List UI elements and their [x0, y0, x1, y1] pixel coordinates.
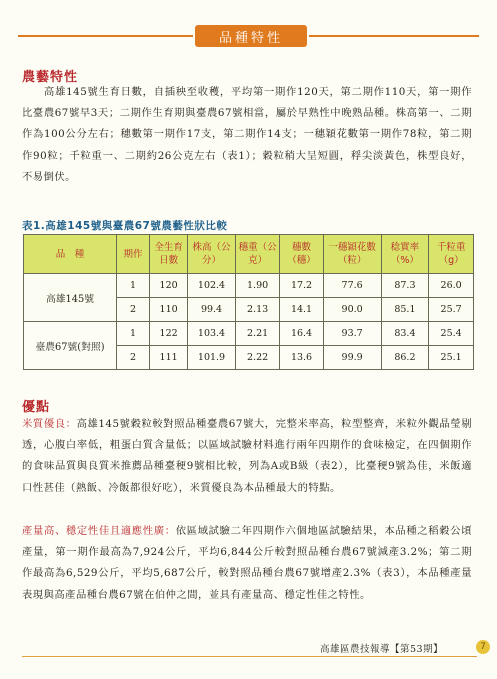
table-row — [24, 274, 474, 298]
header-fertility: 稔實率（%） — [381, 235, 429, 274]
table-cell: 17.2 — [280, 274, 323, 298]
table-header-row — [24, 235, 474, 274]
header-season: 期作 — [117, 235, 150, 274]
table-cell: 26.0 — [429, 274, 474, 298]
agronomic-paragraph: 高雄145號生育日數，自插秧至收穫，平均第一期作120天，第二期作110天，第一期作比臺農67號早3天；二期作生育期與臺農67號相當，屬於早熟性中晚熟品種。株高第一、二期作為100公分左右；穗數第一期作17支，第二期作14支；一穗穎花數第一期作78粒，第二期作90粒；千粒重一、二期約26公克左右（表1）；穀粒稍大呈短圓，稃尖淡黃色，株型良好，不易倒伏。 — [22, 86, 472, 183]
table-cell: 120 — [150, 274, 188, 298]
yield-body: 依區域試驗二年四期作六個地區試驗結果，本品種之稻穀公頃產量，第一期作最高為7,924公斤，平均6,844公斤較對照品種台農67號減產3.2%；第二期作最高為6,529公斤，平均5,687公斤，較對照品種台農67號增產2.3%（表3），本品種產量表現與高產品種台農67號在伯仲之間，並具有產量高、穩定性佳之特性。 — [22, 525, 473, 601]
table-cell: 87.3 — [381, 274, 429, 298]
table-cell: 86.2 — [381, 346, 429, 370]
advantage-yield-paragraph — [22, 521, 472, 606]
table-cell: 102.4 — [188, 274, 236, 298]
header-variety: 品 種 — [24, 235, 117, 274]
table-cell: 90.0 — [323, 298, 381, 322]
table-title: 表1.高雄145號與臺農67號農藝性狀比較 — [22, 220, 228, 232]
header-grain-weight: 千粒重（g） — [429, 235, 474, 274]
page-number: 7 — [476, 640, 490, 654]
agronomic-heading: 農藝特性 — [22, 70, 79, 85]
banner-rule-right — [309, 35, 479, 37]
table-cell: 77.6 — [323, 274, 381, 298]
yield-lead: 產量高、穩定性佳且適應性廣： — [22, 525, 176, 537]
variety-cell: 臺農67號(對照) — [24, 322, 117, 370]
table-cell: 122 — [150, 322, 188, 346]
table-cell: 99.9 — [323, 346, 381, 370]
table-cell: 25.7 — [429, 298, 474, 322]
table-cell: 2.13 — [235, 298, 280, 322]
table-cell: 2.21 — [235, 322, 280, 346]
table-cell: 83.4 — [381, 322, 429, 346]
table-cell: 1.90 — [235, 274, 280, 298]
table-cell: 1 — [117, 322, 150, 346]
header-height: 株高（公分） — [188, 235, 236, 274]
table-cell: 2 — [117, 298, 150, 322]
table-cell: 25.1 — [429, 346, 474, 370]
table-cell: 93.7 — [323, 322, 381, 346]
header-panicle-weight: 穗重（公克） — [235, 235, 280, 274]
quality-lead: 米質優良： — [22, 418, 77, 430]
advantage-quality-paragraph — [22, 414, 472, 499]
table-cell: 101.9 — [188, 346, 236, 370]
table-cell: 85.1 — [381, 298, 429, 322]
variety-cell: 高雄145號 — [24, 274, 117, 322]
header-growth-days: 全生育日數 — [150, 235, 188, 274]
table-cell: 16.4 — [280, 322, 323, 346]
agronomic-table — [23, 234, 474, 370]
table-cell: 103.4 — [188, 322, 236, 346]
header-panicle-number: 穗數（穗） — [280, 235, 323, 274]
header-spikelets: 一穗穎花數（粒） — [323, 235, 381, 274]
table-cell: 110 — [150, 298, 188, 322]
banner-rule-left — [18, 35, 193, 37]
table-cell: 14.1 — [280, 298, 323, 322]
footer-rule — [22, 656, 477, 657]
quality-body: 高雄145號穀粒較對照品種臺農67號大，完整米率高，粒型整齊，米粒外觀晶瑩剔透，心腹白率低，粗蛋白質含量低；以區域試驗材料進行兩年四期作的食味檢定，在四個期作的食味品質與良質米推薦品種臺稉9號相比較，列為A或B級（表2），比臺稉9號為佳，米飯適口性甚佳（熱飯、冷飯都很好吃），米質優良為本品種最大的特點。 — [22, 418, 472, 494]
table-cell: 2 — [117, 346, 150, 370]
advantages-heading: 優點 — [22, 400, 51, 415]
table-cell: 99.4 — [188, 298, 236, 322]
table-cell: 25.4 — [429, 322, 474, 346]
page-banner: 品種特性 — [195, 25, 307, 47]
table-cell: 13.6 — [280, 346, 323, 370]
table-cell: 111 — [150, 346, 188, 370]
table-row — [24, 322, 474, 346]
footer-publication: 高雄區農技報導【第53期】 — [320, 644, 444, 655]
table-cell: 2.22 — [235, 346, 280, 370]
table-cell: 1 — [117, 274, 150, 298]
